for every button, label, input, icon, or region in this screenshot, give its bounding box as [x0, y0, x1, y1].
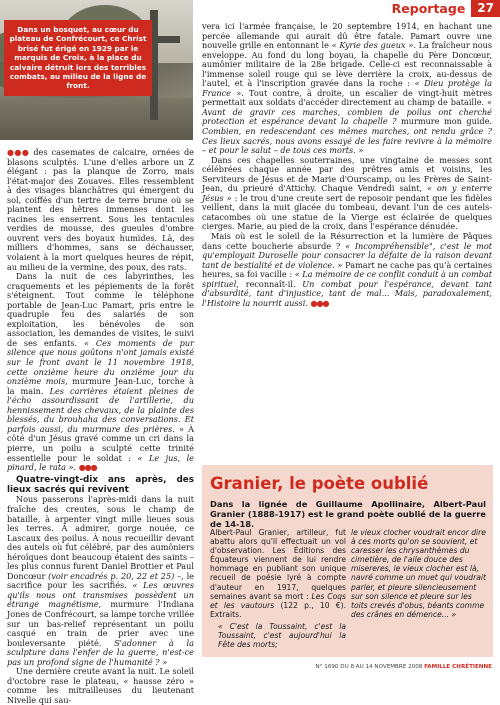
photo-caption: Dans un bosquet, au cœur du plateau de Confrécourt, ce Christ brisé fut érigé en 1929 par le marquis de Croix, à la place du calvaire détruit lors des terribles combats, au milieu de la ligne de front. [4, 20, 152, 96]
left-para-4: Une dernière creute avant la nuit. Le soleil d'octobre rase le plateau, « hausse zéro » comme les mitrailleuses du lieutenant Nivelle qui sau- [7, 666, 194, 705]
issue-info: N° 1690 DU 8 AU 14 NOVEMBRE 2008 [315, 664, 423, 670]
magazine-name: FAMILLE CHRÉTIENNE [424, 664, 492, 670]
granier-sidebar-box [202, 465, 493, 657]
red-dots-icon: ●●● [310, 298, 329, 308]
left-column [7, 148, 194, 705]
rubric-label: Reportage [391, 1, 466, 16]
page-footer [316, 664, 493, 670]
page-number: 27 [471, 0, 500, 17]
photo-ground [0, 98, 193, 140]
poem-excerpt-continued: le vieux clocher voudrait encor dire à ces morts qu'on se souvient, et caresser les chrysanthèmes du cimetière, de l'aile douce des misereres, le vieux clocher est là, navré comme un muet qui voudrait parler, et pleure silencieusement sur son silence et pleure sur les toits crevés d'obus, béants comme des crânes en démence... » [351, 528, 486, 619]
box-title: Granier, le poète oublié [210, 474, 429, 493]
right-para-3: Mais où est le soleil de la Résurrection et la lumière de Pâques dans cette boucherie absurde ? « Incompréhensible", c'est le mot qu'employait Duroselle pour consacrer la défaite de la raison devant tant de bestialité et de violence. » Pamart ne cache pas qu'à certaines heures, sa foi vacille : « La mémoire de ce conflit conduit à un combat spirituel, reconnaît-il. Un combat pour l'espérance, devant tant d'absurdité, tant d'injustice, tant de mal... Mais, paradoxalement, l'Histoire la nourrit aussi. ●●● [202, 231, 493, 308]
red-dots-icon: ●●● [7, 148, 30, 157]
box-left-column [210, 528, 346, 649]
poem-excerpt-start: « C'est la Toussaint, c'est la Toussaint, c'est aujourd'hui la Fête des morts; [218, 621, 346, 650]
subheading: Quatre-vingt-dix ans après, des lieux sacrés qui revivent [7, 474, 194, 495]
left-para-1: ●●● des casemates de calcaire, ornées de blasons sculptés. L'une d'elles arbore un Z élégant : pas la planque de Zorro, mais l'état-major des Zouaves. Elles ressemblent à des visages blanchâtres qui émergent du sol, coiffés d'un tertre de terre brune où se plantent des hêtres immenses dont les racines les enserrent. Sous les tentacules verdies de mousse, des gueules d'ombre ouvrent vers des boyaux humides. Là, des milliers d'hommes, sans se déchausser, volaient à la mort quelques heures de répit, au milieu de la vermine, des poux, des rats. [7, 147, 194, 272]
left-para-2: Dans la nuit de ces labyrinthes, les craquements et les pépiements de la forêt s'éteignent. Tout comme le téléphone portable de Jean-Luc Pamart, pris entre le quadruple feu des salariés de son exploitation, les bénévoles de son association, les demandes de visites, le suivi de ses enfants. « Ces moments de pur silence que nous goûtons n'ont jamais existé sur le front avant le 11 novembre 1918, cette onzième heure du onzième jour du onzième mois, murmure Jean-Luc, torche à la main. Les carrières étaient pleines de l'écho assourdissant de l'artillerie, du hennissement des chevaux, de la plainte des blessés, du brouhaha des conversations. Et parfois aussi, du murmure des prières. » À côté d'un Jésus gravé comme un cri dans la pierre, un poilu a sculpté cette trinité essentielle pour le soldat : « Le jus, le pinard, le rata ». ●●● [7, 271, 194, 473]
red-dots-icon: ●●● [78, 463, 97, 473]
page-header [392, 0, 500, 17]
right-para-2: Dans ces chapelles souterraines, une vingtaine de messes sont célébrées chaque année par des prêtres amis et voisins, les Serviteurs de Jésus et de Marie d'Ourscamp, ou les Frères de Saint-Jean, du prieuré d'Attichy. Chaque Vendredi saint, « on y enterre Jésus » : le trou d'une creute sert de reposoir pendant que les fidèles veillent, dans la nuit glacée du tombeau, devant l'un de ces autels-catacombes où une statue de la Vierge est éclairée de quelques cierges. Marie, au pied de la croix, dans l'espérance dénudée. [202, 154, 492, 232]
box-lead: Dans la lignée de Guillaume Apollinaire, Albert-Paul Granier (1888-1917) est le grand poète oublié de la guerre de 14-18. [210, 499, 486, 530]
right-para-1: vera ici l'armée française, le 20 septembre 1914, en hachant une percée allemande qui aurait dû être fatale. Pamart ouvre une nouvelle grille en entonnant le « Kyrie des gueux ». La fraîcheur nous enveloppe. Au fond du long boyau, la chapelle du Père Doncœur, aumônier militaire de la 28e brigade. Celle-ci est reconnaissable à l'immense soleil rouge qui se lève derrière la croix, au-dessus de l'autel, et à l'inscription gravée dans la roche : « Dieu protège la France ». Tout contre, à droite, un escalier de vingt-huit mètres permettait aux soldats d'accéder directement au champ de bataille. « Avant de gravir ces marches, combien de poilus ont cherché protection et espérance devant la chapelle ? murmure mon guide. Combien, en redescendant ces mêmes marches, ont rendu grâce ? Ces lieux sacrés, nous avons essayé de les faire revivre à la mémoire – et pour le salut – de tous ces morts. » [202, 21, 492, 156]
left-para-3: Nous passerons l'après-midi dans la nuit fraîche des creutes, sous le champ de bataille, à arpenter vingt mille lieues sous les terres. À admirer, gorge nouée, ce Lascaux des poilus. À nous recueillir devant des autels où fut célébré, par des aumôniers héroïques dont beaucoup étaient des saints – les plus connus furent Daniel Brottier et Paul Doncœur (voir encadrés p. 20, 22 et 25) –, le sacrifice pour les sacrifiés. « Les œuvres qu'ils nous ont transmises possèdent un étrange magnétisme, murmure l'Indiana Jones de Confrécourt, sa lampe torche vrillée sur un bas-relief représentant un poilu casqué en train de prier avec une bouleversante piété. S'adonner à la sculpture dans l'enfer de la guerre, n'est-ce pas un profond signe de l'humanité ? » [7, 494, 195, 667]
right-column [202, 22, 492, 308]
box-intro-text: Albert-Paul Granier, artilleur, fut abattu alors qu'il effectuait un vol d'observation. Les Éditions des Équateurs viennent de lui rendre hommage en publiant son unique recueil de poésie lyré à compte d'auteur en 1917, quelques semaines avant sa mort : Les Coqs et les vautours (122 p., 10 €). Extraits. [210, 528, 347, 619]
